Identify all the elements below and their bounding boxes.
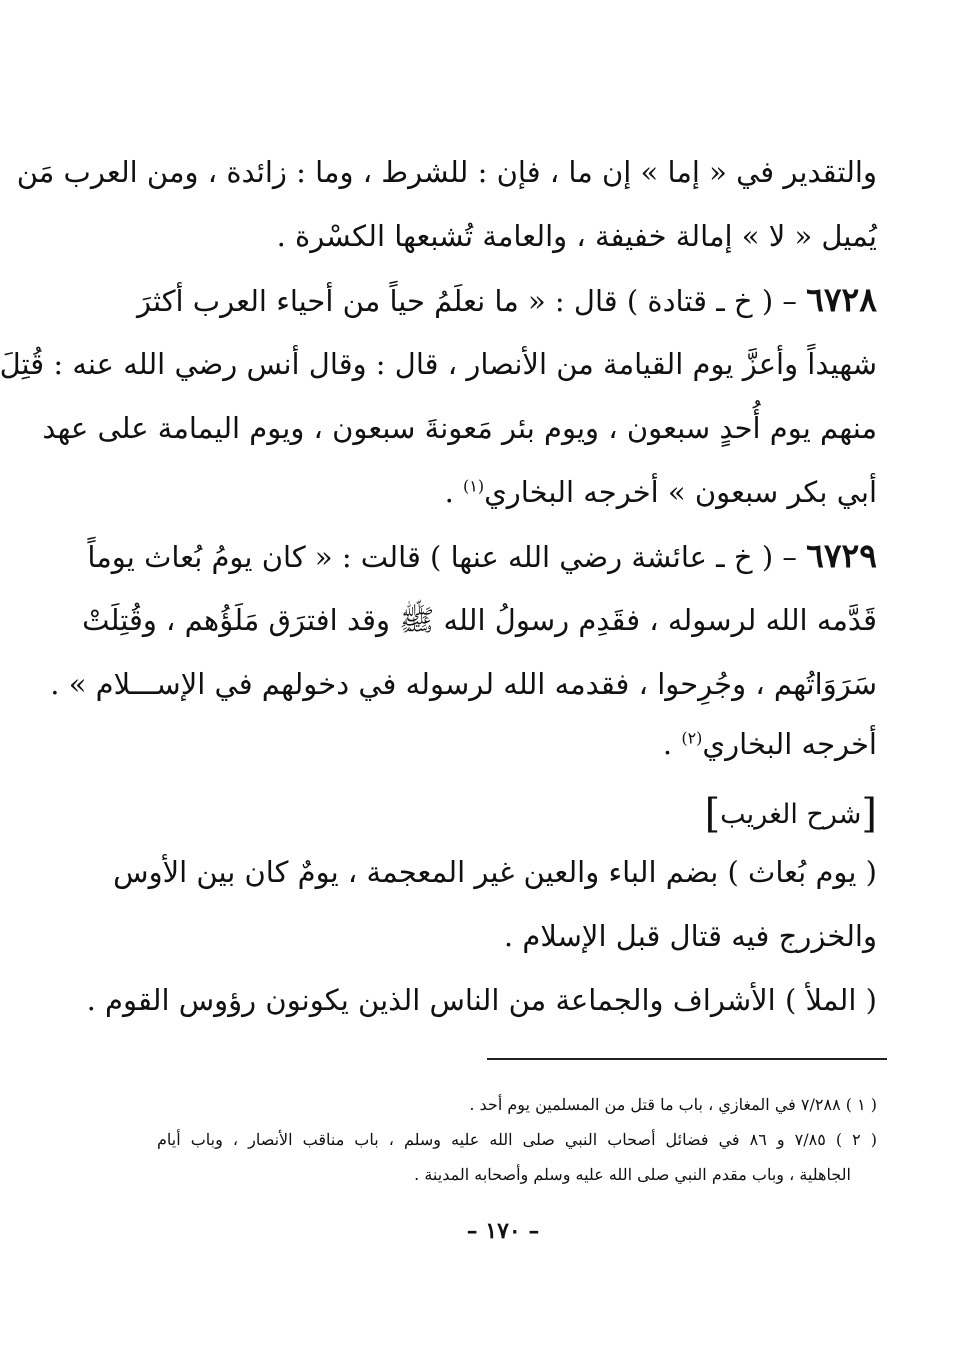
hadith-6729-line-3 (50, 662, 877, 706)
footnote-2-continued-text: الجاهلية ، وباب مقدم النبي صلى الله عليه وسلم وأصحابه المدينة . (414, 1165, 851, 1184)
body-line-1-text: والتقدير في « إما » إن ما ، فإن : للشرط ، وما : زائدة ، ومن العرب مَن (16, 155, 877, 189)
hadith-6728-line-1 (136, 278, 877, 322)
hadith-6729-line-2 (82, 598, 877, 642)
body-line-1 (16, 150, 877, 194)
gloss-line-1-text: ( يوم بُعاث ) بضم الباء والعين غير المعجمة ، يومٌ كان بين الأوس (113, 855, 877, 889)
page-number: – ١٧٠ – (466, 1218, 540, 1244)
footnote-1 (157, 1090, 877, 1120)
gloss-line-3-text: ( الملأ ) الأشراف والجماعة من الناس الذين يكونون رؤوس القوم . (86, 983, 877, 1017)
footnote-divider (487, 1058, 887, 1060)
hadith-6728-line-2-text: شهيداً وأعزَّ يوم القيامة من الأنصار ، قال : وقال أنس رضي الله عنه : قُتِلَ (0, 347, 877, 381)
body-line-2 (157, 214, 877, 258)
hadith-6729-line-1 (87, 534, 877, 578)
hadith-6728-number: ٦٧٢٨ (806, 280, 877, 319)
footnote-ref-1[interactable]: (١) (463, 476, 485, 496)
hadith-6729-line-4-text: أخرجه البخاري (702, 727, 877, 761)
close-bracket: ] (704, 791, 721, 837)
gloss-line-3 (86, 978, 877, 1022)
hadith-6728-line-4-text: أبي بكر سبعون » أخرجه البخاري (484, 475, 877, 509)
hadith-6728-line-3 (42, 406, 877, 450)
gloss-line-1 (113, 850, 877, 894)
footnote-1-text: ( ١ ) ٧/٢٨٨ في المغازي ، باب ما قتل من المسلمين يوم أحد . (469, 1095, 877, 1114)
hadith-6728-line-2 (0, 342, 877, 386)
gloss-line-2-text: والخزرج فيه قتال قبل الإسلام . (503, 919, 877, 953)
period-mark: . (662, 727, 673, 761)
section-title (705, 790, 877, 838)
hadith-6728-line-3-text: منهم يوم أُحدٍ سبعون ، ويوم بئر مَعونةَ سبعون ، ويوم اليمامة على عهد (42, 411, 877, 445)
hadith-6729-line-2-text: قَدَّمه الله لرسوله ، فقَدِم رسولُ الله ﷺ وقد افترَق مَلَؤُهم ، وقُتِلَتْ (82, 603, 877, 637)
footnote-2 (157, 1125, 877, 1155)
period-mark: . (444, 475, 454, 509)
gloss-line-2 (157, 914, 877, 958)
open-bracket: [ (861, 791, 877, 837)
hadith-6728-line-1-text: – ( خ ـ قتادة ) قال : « ما نعلَمُ حياً من أحياء العرب أكثرَ (136, 284, 797, 318)
hadith-6729-line-3-text: سَرَوَاتُهم ، وجُرِحوا ، فقدمه الله لرسوله في دخولهم في الإســـلام » . (50, 667, 877, 701)
body-line-2-text: يُميل « لا » إمالة خفيفة ، والعامة تُشبعها الكسْرة . (276, 219, 877, 253)
hadith-6728-line-4 (157, 470, 877, 514)
footnote-ref-2[interactable]: (٢) (681, 728, 703, 748)
section-title-text: شرح الغريب (720, 799, 862, 830)
footnote-2-text: ( ٢ ) ٧/٨٥ و ٨٦ في فضائل أصحاب النبي صلى الله عليه وسلم ، باب مناقب الأنصار ، وباب أيام (157, 1130, 877, 1149)
hadith-6729-number: ٦٧٢٩ (806, 536, 877, 575)
hadith-6729-line-1-text: – ( خ ـ عائشة رضي الله عنها ) قالت : « كان يومُ بُعاث يوماً (87, 540, 797, 574)
hadith-6729-line-4 (157, 722, 877, 766)
footnote-2-continued (157, 1160, 851, 1190)
